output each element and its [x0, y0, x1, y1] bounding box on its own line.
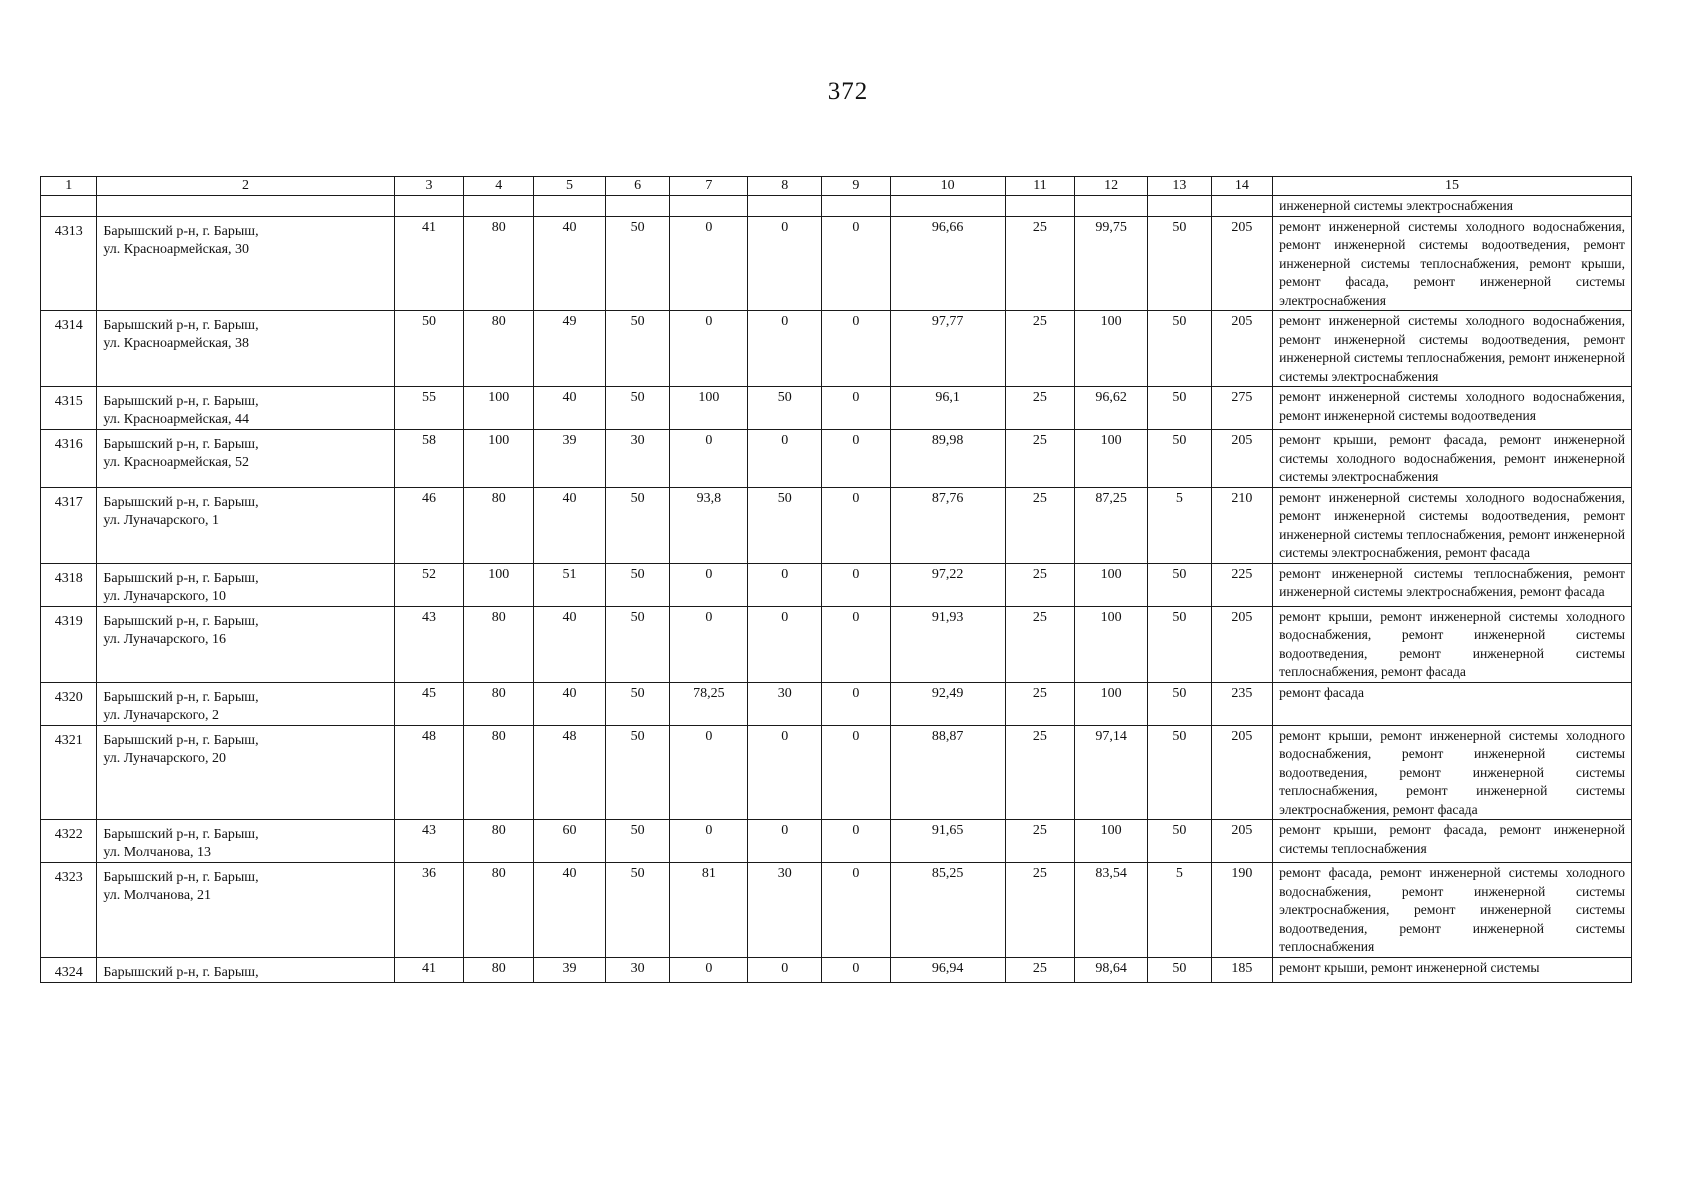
address-cell: [97, 216, 394, 311]
address-line-2: ул. Красноармейская, 30: [103, 241, 250, 257]
cell-14: 225: [1211, 563, 1273, 606]
cell-3: 43: [394, 606, 464, 682]
cell-6: 50: [605, 820, 670, 863]
address-line-2: ул. Луначарского, 1: [103, 512, 219, 528]
cell-13: 50: [1148, 563, 1212, 606]
address-line-1: Барышский р-н, г. Барыш,: [103, 394, 259, 409]
cell-11: 25: [1005, 725, 1075, 820]
row-id: 4319: [41, 606, 97, 682]
address-line-2: ул. Красноармейская, 44: [103, 412, 250, 427]
cell-6: 50: [605, 606, 670, 682]
cell-13: 50: [1148, 606, 1212, 682]
cell-9: 0: [822, 957, 891, 982]
cell-10: 91,93: [890, 606, 1005, 682]
cell-6: 50: [605, 387, 670, 430]
cell-11: 25: [1005, 863, 1075, 958]
cell-8: 0: [748, 606, 822, 682]
cell-8: 30: [748, 863, 822, 958]
cell-11: 25: [1005, 487, 1075, 563]
cell-5: 49: [534, 311, 606, 387]
cell-4: 80: [464, 216, 534, 311]
address-cell: [97, 387, 394, 430]
cell-7: 100: [670, 387, 748, 430]
row-id: 4320: [41, 682, 97, 725]
cell-3: 41: [394, 957, 464, 982]
address-cell: [97, 430, 394, 488]
cell-8: 30: [748, 682, 822, 725]
cell-5: 40: [534, 863, 606, 958]
col-header-6: 6: [605, 177, 670, 196]
cell-10: 96,1: [890, 387, 1005, 430]
cell-10: 91,65: [890, 820, 1005, 863]
cell-9: 0: [822, 820, 891, 863]
cell-5: 60: [534, 820, 606, 863]
address-cell: [97, 725, 394, 820]
cell-12: 99,75: [1075, 216, 1148, 311]
cell-9: 0: [822, 387, 891, 430]
cell-8: 0: [748, 430, 822, 488]
address-line-1: Барышский р-н, г. Барыш,: [103, 732, 259, 748]
cell-6: 50: [605, 725, 670, 820]
cell-8: 0: [748, 957, 822, 982]
address-cell: [97, 606, 394, 682]
cell-6: 50: [605, 487, 670, 563]
col-header-3: 3: [394, 177, 464, 196]
cell-11: 25: [1005, 387, 1075, 430]
cell-13: 50: [1148, 430, 1212, 488]
address-cell: [97, 863, 394, 958]
cell-3: 55: [394, 387, 464, 430]
cell-12: 100: [1075, 311, 1148, 387]
cell-9: 0: [822, 487, 891, 563]
cell-10: 89,98: [890, 430, 1005, 488]
cell-4: 100: [464, 430, 534, 488]
works-description: ремонт фасада, ремонт инженерной системы холодного водоснабжения, ремонт инженерной системы электроснабжения, ремонт инженерной системы водоотведения, ремонт инженерной системы теплоснабжения: [1273, 863, 1632, 958]
row-id: 4324: [41, 957, 97, 982]
row-id: 4317: [41, 487, 97, 563]
address-line-2: ул. Луначарского, 20: [103, 750, 226, 766]
table-row: [41, 387, 1632, 430]
cell-5: 39: [534, 957, 606, 982]
cell-13: 5: [1148, 487, 1212, 563]
cell-6: 30: [605, 957, 670, 982]
address-line-2: ул. Молчанова, 21: [103, 888, 212, 903]
column-number-header: [41, 177, 1632, 196]
cell-4: 80: [464, 725, 534, 820]
cell-5: 48: [534, 725, 606, 820]
cell-7: 0: [670, 311, 748, 387]
cell-9: 0: [822, 682, 891, 725]
cell-13: 50: [1148, 387, 1212, 430]
cell-12: 100: [1075, 430, 1148, 488]
table-row: [41, 682, 1632, 725]
cell-7: 0: [670, 216, 748, 311]
cell-6: 50: [605, 311, 670, 387]
cell-4: 80: [464, 863, 534, 958]
row-id: 4315: [41, 387, 97, 430]
col-header-5: 5: [534, 177, 606, 196]
works-description: ремонт инженерной системы теплоснабжения, ремонт инженерной системы электроснабжения, ремонт фасада: [1273, 563, 1632, 606]
address-cell: [97, 487, 394, 563]
cell-14: 205: [1211, 606, 1273, 682]
cell-4: 100: [464, 563, 534, 606]
col-header-4: 4: [464, 177, 534, 196]
cell-10: 96,94: [890, 957, 1005, 982]
cell-4: 80: [464, 606, 534, 682]
cell-6: 50: [605, 216, 670, 311]
works-description: ремонт крыши, ремонт инженерной системы холодного водоснабжения, ремонт инженерной системы водоотведения, ремонт инженерной системы теплоснабжения, ремонт инженерной системы электроснабжения, ремонт фасада: [1273, 725, 1632, 820]
cell-13: 50: [1148, 820, 1212, 863]
works-description: ремонт крыши, ремонт инженерной системы: [1273, 957, 1632, 982]
cell-14: 205: [1211, 216, 1273, 311]
cell-10: 88,87: [890, 725, 1005, 820]
cell-7: 0: [670, 606, 748, 682]
address-line-1: Барышский р-н, г. Барыш,: [103, 613, 259, 629]
row-id: 4321: [41, 725, 97, 820]
cell-12: 100: [1075, 682, 1148, 725]
table-row: [41, 957, 1632, 982]
cell-11: 25: [1005, 216, 1075, 311]
address-line-2: ул. Луначарского, 16: [103, 631, 226, 647]
cell-14: 235: [1211, 682, 1273, 725]
table-row: [41, 820, 1632, 863]
table-row: [41, 725, 1632, 820]
cell-10: 85,25: [890, 863, 1005, 958]
cell-11: 25: [1005, 563, 1075, 606]
repair-table-wrapper: [40, 176, 1632, 983]
cell-14: 205: [1211, 430, 1273, 488]
cell-8: 0: [748, 563, 822, 606]
address-line-2: ул. Красноармейская, 38: [103, 336, 250, 351]
table-row: [41, 430, 1632, 488]
cell-9: 0: [822, 311, 891, 387]
cell-6: 50: [605, 863, 670, 958]
cell-9: 0: [822, 863, 891, 958]
cell-7: 93,8: [670, 487, 748, 563]
cell-13: 5: [1148, 863, 1212, 958]
cell-4: 80: [464, 957, 534, 982]
cell-3: 58: [394, 430, 464, 488]
col-header-12: 12: [1075, 177, 1148, 196]
works-description: ремонт крыши, ремонт инженерной системы холодного водоснабжения, ремонт инженерной системы водоотведения, ремонт инженерной системы теплоснабжения, ремонт фасада: [1273, 606, 1632, 682]
cell-13: 50: [1148, 311, 1212, 387]
cell-6: 50: [605, 563, 670, 606]
cell-11: 25: [1005, 820, 1075, 863]
cell-7: 0: [670, 563, 748, 606]
cell-8: 0: [748, 820, 822, 863]
address-line-1: Барышский р-н, г. Барыш,: [103, 570, 259, 586]
cell-4: 80: [464, 820, 534, 863]
cell-10: 97,77: [890, 311, 1005, 387]
cell-5: 39: [534, 430, 606, 488]
table-row: [41, 311, 1632, 387]
cell-14: 205: [1211, 311, 1273, 387]
cell-5: 40: [534, 606, 606, 682]
cell-3: 52: [394, 563, 464, 606]
cell-3: 43: [394, 820, 464, 863]
cell-9: 0: [822, 430, 891, 488]
address-line-1: Барышский р-н, г. Барыш,: [103, 223, 259, 239]
col-header-10: 10: [890, 177, 1005, 196]
cell-11: 25: [1005, 682, 1075, 725]
cell-12: 100: [1075, 563, 1148, 606]
cell-8: 50: [748, 387, 822, 430]
col-header-9: 9: [822, 177, 891, 196]
works-description: ремонт фасада: [1273, 682, 1632, 725]
cell-9: 0: [822, 606, 891, 682]
col-header-11: 11: [1005, 177, 1075, 196]
works-description: ремонт инженерной системы холодного водоснабжения, ремонт инженерной системы водоотведения: [1273, 387, 1632, 430]
row-id: 4318: [41, 563, 97, 606]
address-line-2: ул. Луначарского, 2: [103, 707, 219, 723]
cell-7: 78,25: [670, 682, 748, 725]
address-line-1: Барышский р-н, г. Барыш,: [103, 870, 259, 885]
address-cell: [97, 682, 394, 725]
cell-3: 36: [394, 863, 464, 958]
address-line-1: Барышский р-н, г. Барыш,: [103, 827, 259, 842]
cell-4: 80: [464, 682, 534, 725]
cell-3: 46: [394, 487, 464, 563]
address-line-2: ул. Красноармейская, 52: [103, 455, 250, 470]
cell-5: 40: [534, 387, 606, 430]
col-header-8: 8: [748, 177, 822, 196]
address-line-1: Барышский р-н, г. Барыш,: [103, 437, 259, 452]
cell-12: 96,62: [1075, 387, 1148, 430]
cell-11: 25: [1005, 430, 1075, 488]
cell-12: 100: [1075, 606, 1148, 682]
cell-5: 40: [534, 487, 606, 563]
continuation-text: инженерной системы электроснабжения: [1273, 196, 1632, 217]
cell-4: 80: [464, 311, 534, 387]
cell-12: 83,54: [1075, 863, 1148, 958]
cell-12: 97,14: [1075, 725, 1148, 820]
address-line-2: ул. Луначарского, 10: [103, 588, 226, 604]
cell-6: 30: [605, 430, 670, 488]
cell-14: 205: [1211, 820, 1273, 863]
address-line-1: Барышский р-н, г. Барыш,: [103, 689, 259, 705]
col-header-7: 7: [670, 177, 748, 196]
repair-table: [40, 176, 1632, 983]
cell-13: 50: [1148, 682, 1212, 725]
cell-11: 25: [1005, 311, 1075, 387]
address-cell: [97, 563, 394, 606]
cell-12: 98,64: [1075, 957, 1148, 982]
cell-14: 205: [1211, 725, 1273, 820]
cell-8: 0: [748, 311, 822, 387]
cell-10: 97,22: [890, 563, 1005, 606]
cell-14: 210: [1211, 487, 1273, 563]
cell-5: 40: [534, 682, 606, 725]
col-header-14: 14: [1211, 177, 1273, 196]
cell-3: 41: [394, 216, 464, 311]
cell-6: 50: [605, 682, 670, 725]
cell-9: 0: [822, 216, 891, 311]
cell-12: 87,25: [1075, 487, 1148, 563]
row-id: 4323: [41, 863, 97, 958]
cell-8: 0: [748, 216, 822, 311]
cell-10: 92,49: [890, 682, 1005, 725]
works-description: ремонт инженерной системы холодного водоснабжения, ремонт инженерной системы водоотведения, ремонт инженерной системы теплоснабжения, ремонт крыши, ремонт фасада, ремонт инженерной системы электроснабжения: [1273, 216, 1632, 311]
row-id: 4313: [41, 216, 97, 311]
table-row: [41, 487, 1632, 563]
cell-9: 0: [822, 725, 891, 820]
address-line-1: Барышский р-н, г. Барыш,: [103, 964, 259, 980]
cell-7: 81: [670, 863, 748, 958]
table-row: [41, 216, 1632, 311]
cell-5: 40: [534, 216, 606, 311]
row-id: 4316: [41, 430, 97, 488]
cell-8: 0: [748, 725, 822, 820]
table-row: [41, 863, 1632, 958]
cell-9: 0: [822, 563, 891, 606]
works-description: ремонт инженерной системы холодного водоснабжения, ремонт инженерной системы водоотведения, ремонт инженерной системы теплоснабжения, ремонт инженерной системы электроснабжения, ремонт фасада: [1273, 487, 1632, 563]
cell-3: 48: [394, 725, 464, 820]
cell-10: 87,76: [890, 487, 1005, 563]
cell-5: 51: [534, 563, 606, 606]
cell-12: 100: [1075, 820, 1148, 863]
cell-13: 50: [1148, 957, 1212, 982]
continuation-row: [41, 196, 1632, 217]
address-line-2: ул. Молчанова, 13: [103, 845, 212, 860]
cell-8: 50: [748, 487, 822, 563]
cell-14: 185: [1211, 957, 1273, 982]
works-description: ремонт инженерной системы холодного водоснабжения, ремонт инженерной системы водоотведения, ремонт инженерной системы теплоснабжения, ремонт инженерной системы электроснабжения: [1273, 311, 1632, 387]
row-id: 4322: [41, 820, 97, 863]
cell-11: 25: [1005, 606, 1075, 682]
cell-13: 50: [1148, 725, 1212, 820]
cell-11: 25: [1005, 957, 1075, 982]
col-header-1: 1: [41, 177, 97, 196]
address-line-1: Барышский р-н, г. Барыш,: [103, 494, 259, 510]
cell-7: 0: [670, 820, 748, 863]
address-cell: [97, 820, 394, 863]
cell-14: 190: [1211, 863, 1273, 958]
address-line-1: Барышский р-н, г. Барыш,: [103, 318, 259, 333]
row-id: 4314: [41, 311, 97, 387]
col-header-13: 13: [1148, 177, 1212, 196]
address-cell: [97, 957, 394, 982]
address-cell: [97, 311, 394, 387]
cell-10: 96,66: [890, 216, 1005, 311]
col-header-15: 15: [1273, 177, 1632, 196]
cell-4: 80: [464, 487, 534, 563]
table-row: [41, 563, 1632, 606]
cell-7: 0: [670, 430, 748, 488]
cell-14: 275: [1211, 387, 1273, 430]
cell-7: 0: [670, 725, 748, 820]
works-description: ремонт крыши, ремонт фасада, ремонт инженерной системы холодного водоснабжения, ремонт инженерной системы электроснабжения: [1273, 430, 1632, 488]
col-header-2: 2: [97, 177, 394, 196]
cell-13: 50: [1148, 216, 1212, 311]
cell-4: 100: [464, 387, 534, 430]
page-number: 372: [827, 78, 869, 105]
works-description: ремонт крыши, ремонт фасада, ремонт инженерной системы теплоснабжения: [1273, 820, 1632, 863]
cell-3: 50: [394, 311, 464, 387]
cell-7: 0: [670, 957, 748, 982]
table-row: [41, 606, 1632, 682]
cell-3: 45: [394, 682, 464, 725]
